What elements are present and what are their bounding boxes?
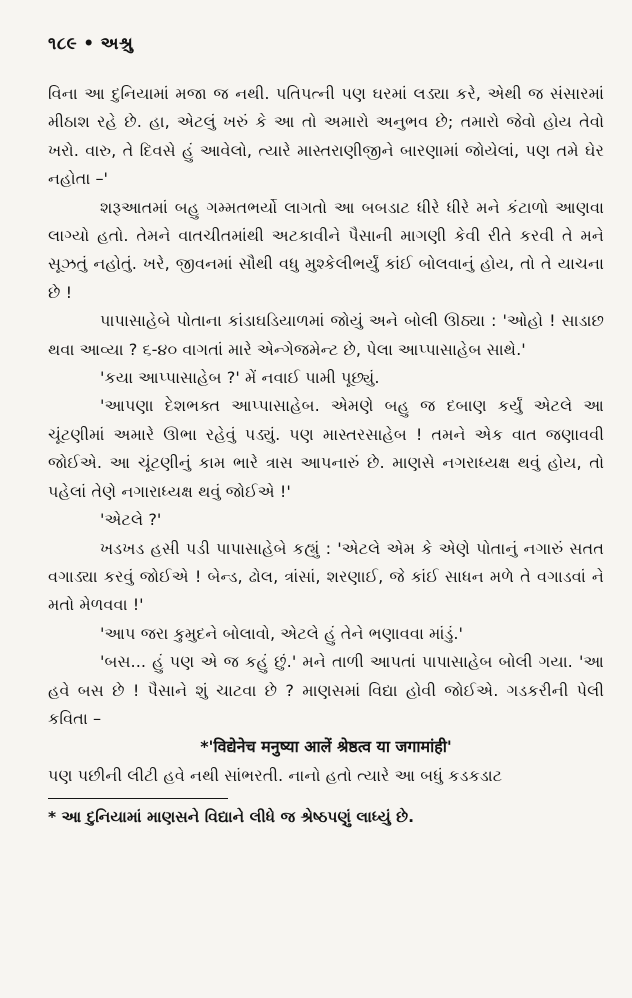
book-title: અશ્રુ: [100, 34, 134, 54]
header-separator: •: [83, 34, 95, 54]
closing-paragraph: પણ પછીની લીટી હવે નથી સાંભરતી. નાનો હતો ત્યારે આ બધું કડકડાટ: [48, 765, 503, 785]
paragraph-9: 'બસ... હું પણ એ જ કહું છું.' મને તાળી આપતાં પાપાસાહેબ બોલી ગયા. 'આ હવે બસ છે ! પૈસાને શું ચાટવા છે ? માણસમાં વિદ્યા હોવી જોઈએ. ગડકરીની પેલી કવિતા –: [48, 652, 604, 728]
paragraph-8: 'આપ જરા કુમુદને બોલાવો, એટલે હું તેને ભણાવવા માંડું.': [100, 623, 463, 643]
paragraph-3: પાપાસાહેબે પોતાના કાંડાઘડિયાળમાં જોયું અને બોલી ઊઠ્યા : 'ઓહો ! સાડાછ થવા આવ્યા ? ૬-૪૦ વાગતાં મારે એન્ગેજમેન્ટ છે, પેલા આપ્પાસાહેબ સાથે.': [48, 311, 604, 359]
paragraph-1: વિના આ દુનિયામાં મજા જ નથી. પતિપત્ની પણ ઘરમાં લડ્યા કરે, એથી જ સંસારમાં મીઠાશ રહે છે. હા, એટલું ખરું કે આ તો અમારો અનુભવ છે; તમારો જેવો હોય તેવો ખરો. વારુ, તે દિવસે હું આવેલો, ત્યારે માસ્તરાણીજીને બારણામાં જોયેલાં, પણ તમે ઘેર નહોતા –': [48, 84, 604, 189]
paragraph-4: 'કયા આપ્પાસાહેબ ?' મેં નવાઈ પામી પૂછ્યું.: [100, 368, 380, 388]
running-header: [48, 34, 604, 54]
page-number: ૧૮૯: [48, 34, 78, 54]
body-text: [48, 80, 604, 790]
paragraph-7: ખડખડ હસી પડી પાપાસાહેબે કહ્યું : 'એટલે એમ કે એણે પોતાનું નગારું સતત વગાડ્યા કરવું જોઈએ ! બેન્ડ, ઢોલ, ત્રાંસાં, શરણાઈ, જે કાંઈ સાધન મળે તે વગાડવાં ને મતો મેળવવા !': [48, 538, 604, 615]
footnote-divider: [48, 798, 228, 799]
quoted-verse: *'विद्येनेच मनुष्या आलें श्रेष्ठत्व या जगामांही': [200, 737, 452, 757]
footnote: * આ દુનિયામાં માણસને વિદ્યાને લીધે જ શ્રેષ્ઠપણું લાધ્યું છે.: [48, 808, 415, 827]
paragraph-5: 'આપણા દેશભક્ત આપ્પાસાહેબ. એમણે બહુ જ દબાણ કર્યું એટલે આ ચૂંટણીમાં અમારે ઊભા રહેવું પડ્યું. પણ માસ્તરસાહેબ ! તમને એક વાત જણાવવી જોઈએ. આ ચૂંટણીનું કામ ભારે ત્રાસ આપનારું છે. માણસે નગરાધ્યક્ષ થવું હોય, તો પહેલાં તેણે નગારાધ્યક્ષ થવું જોઈએ !': [48, 396, 604, 501]
paragraph-6: 'એટલે ?': [100, 510, 162, 530]
paragraph-2: શરૂઆતમાં બહુ ગમ્મતભર્યો લાગતો આ બબડાટ ધીરે ધીરે મને કંટાળો આણવા લાગ્યો હતો. તેમને વાતચીતમાંથી અટકાવીને પૈસાની માગણી કેવી રીતે કરવી તે મને સૂઝતું નહોતું. ખરે, જીવનમાં સૌથી વધુ મુશ્કેલીભર્યું કાંઈ બોલવાનું હોય, તો તે યાચના છે !: [48, 197, 604, 302]
